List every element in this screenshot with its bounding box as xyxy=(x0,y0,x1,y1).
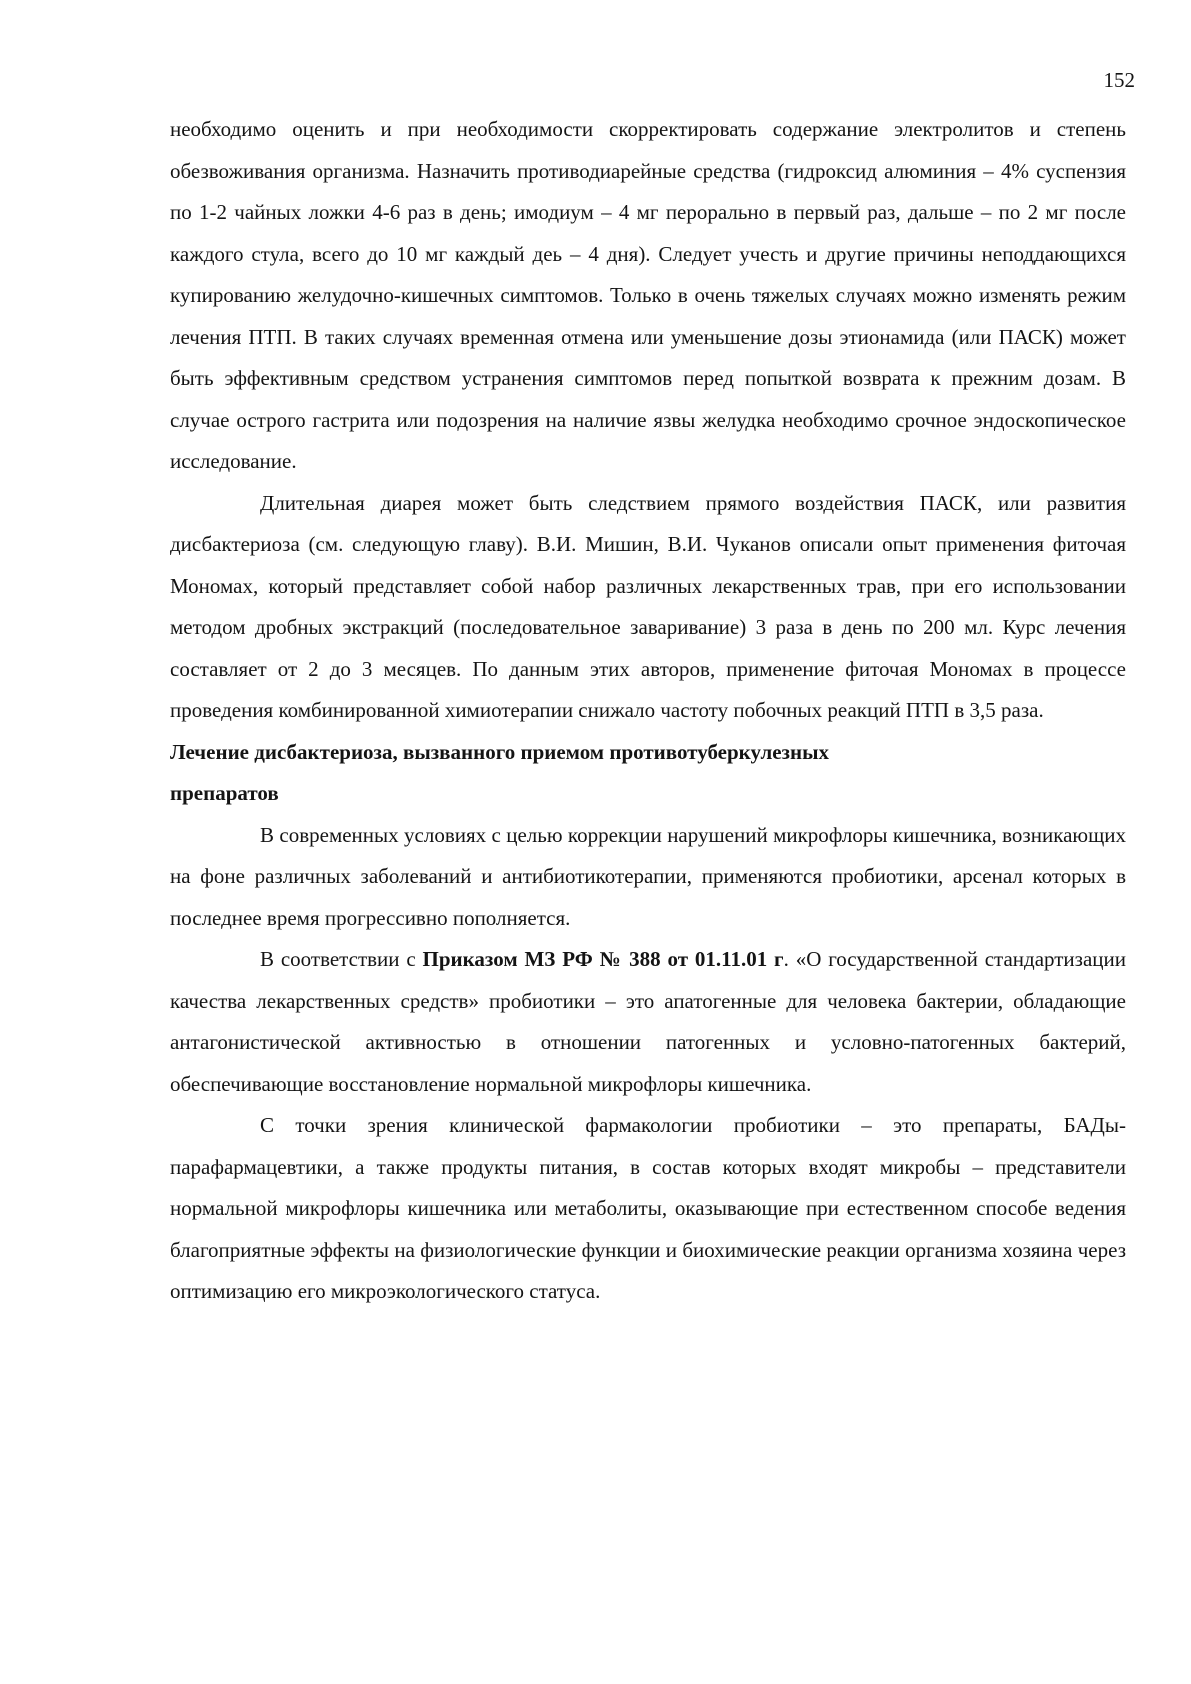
page-number: 152 xyxy=(1103,68,1135,92)
section-heading-line-1: Лечение дисбактериоза, вызванного приемом противотуберкулезных xyxy=(170,739,829,764)
section-heading-line-2: препаратов xyxy=(170,781,279,805)
order-text-before: В соответствии с xyxy=(260,947,423,971)
paragraph-probiotics-intro: В современных условиях с целью коррекции нарушений микрофлоры кишечника, возникающих на фоне различных заболеваний и антибиотикотерапии, применяются пробиотики, арсенал которых в последнее время прогрессивно пополняется. xyxy=(170,822,1126,930)
document-body xyxy=(170,109,1126,1313)
section-heading xyxy=(170,732,1126,815)
paragraph-pharmacology: С точки зрения клинической фармакологии пробиотики – это препараты, БАДы-парафармацевтики, а также продукты питания, в состав которых входят микробы – представители нормальной микрофлоры кишечника или метаболиты, оказывающие при естественном способе ведения благоприятные эффекты на физиологические функции и биохимические реакции организма хозяина через оптимизацию его микроэкологического статуса. xyxy=(170,1113,1126,1303)
paragraph-order-definition xyxy=(170,939,1126,1105)
paragraph-diarrhea: Длительная диарея может быть следствием прямого воздействия ПАСК, или развития дисбактериоза (см. следующую главу). В.И. Мишин, В.И. Чуканов описали опыт применения фиточая Мономах, который представляет собой набор различных лекарственных трав, при его использовании методом дробных экстракций (последовательное заваривание) 3 раза в день по 200 мл. Курс лечения составляет от 2 до 3 месяцев. По данным этих авторов, применение фиточая Мономах в процессе проведения комбинированной химиотерапии снижало частоту побочных реакций ПТП в 3,5 раза. xyxy=(170,490,1126,722)
order-reference: Приказом МЗ РФ № 388 от 01.11.01 г xyxy=(422,947,784,971)
paragraph-electrolytes: необходимо оценить и при необходимости скорректировать содержание электролитов и степень обезвоживания организма. Назначить противодиарейные средства (гидроксид алюминия – 4% суспензия по 1-2 чайных ложки 4-6 раз в день; имодиум – 4 мг перорально в первый раз, дальше – по 2 мг после каждого стула, всего до 10 мг каждый деь – 4 дня). Следует учесть и другие причины неподдающихся купированию желудочно-кишечных симптомов. Только в очень тяжелых случаях можно изменять режим лечения ПТП. В таких случаях временная отмена или уменьшение дозы этионамида (или ПАСК) может быть эффективным средством устранения симптомов перед попыткой возврата к прежним дозам. В случае острого гастрита или подозрения на наличие язвы желудка необходимо срочное эндоскопическое исследование. xyxy=(170,117,1126,473)
order-text-after: . «О государственной стандартизации качества лекарственных средств» пробиотики – это апатогенные для человека бактерии, обладающие антагонистической активностью в отношении патогенных и условно-патогенных бактерий, обеспечивающие восстановление нормальной микрофлоры кишечника. xyxy=(170,947,1126,1096)
